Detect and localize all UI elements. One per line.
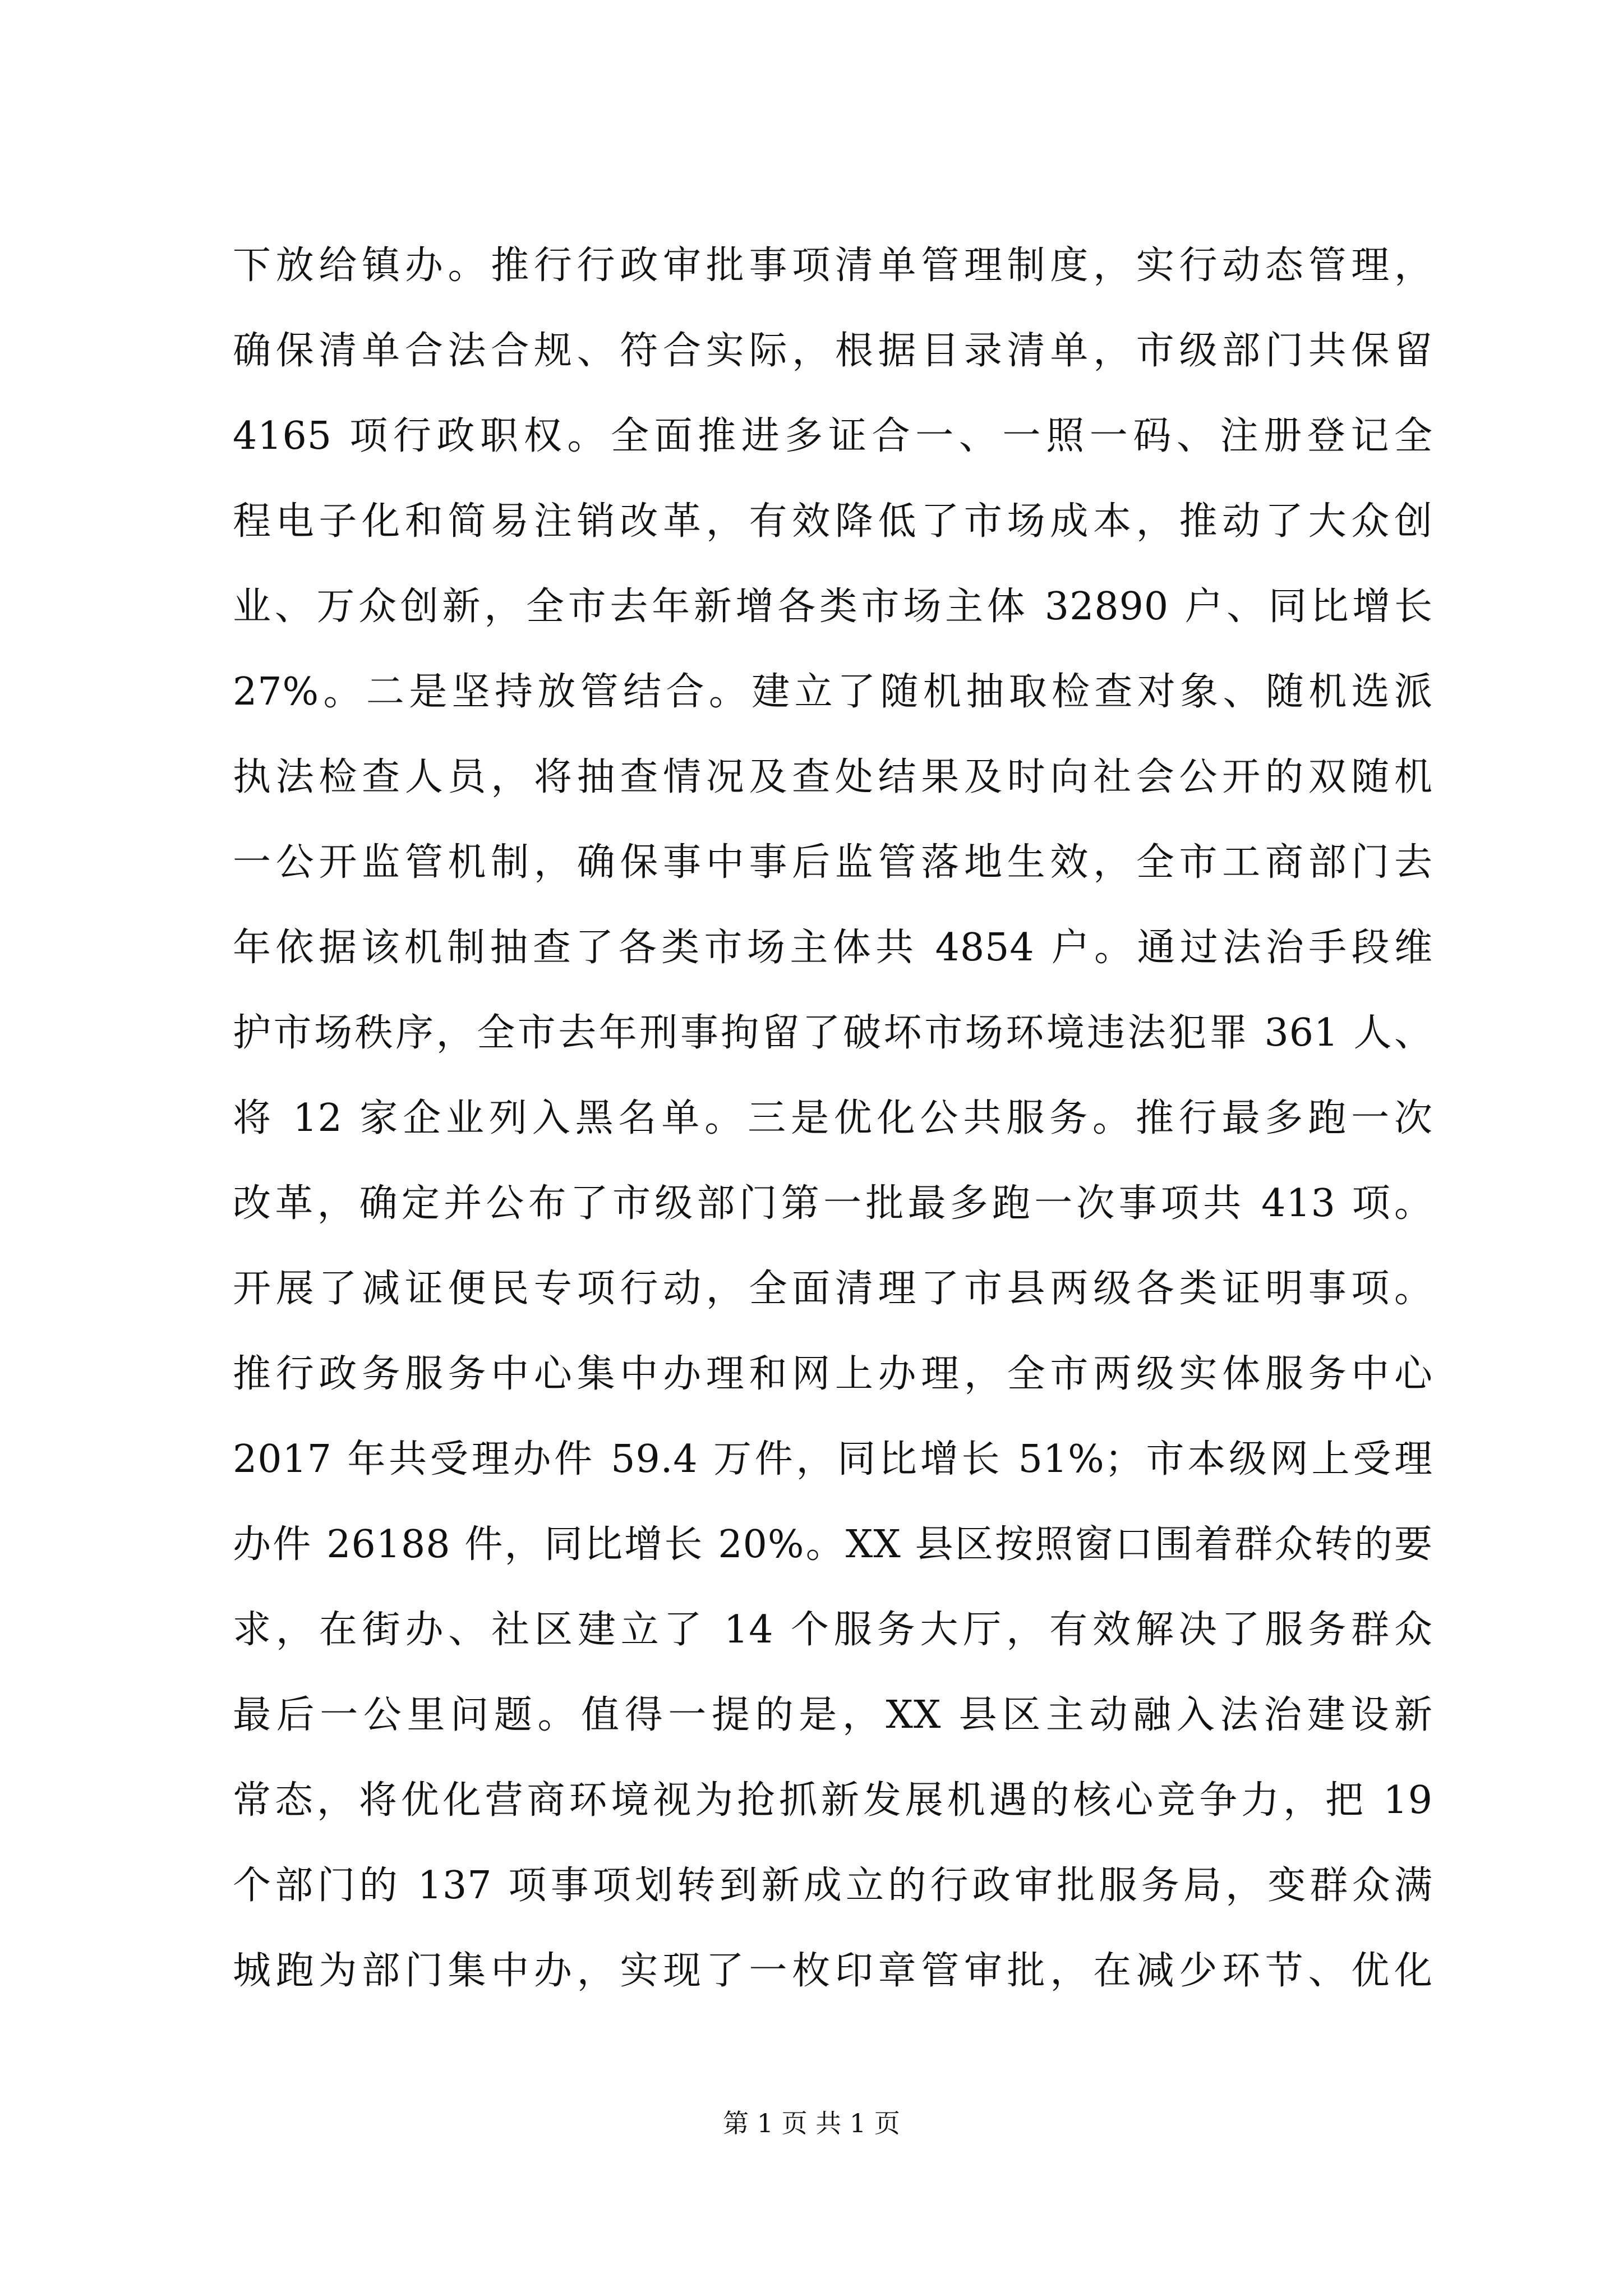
text-line: 开展了减证便民专项行动，全面清理了市县两级各类证明事项。 — [233, 1267, 1433, 1311]
text-line: 最后一公里问题。值得一提的是，XX 县区主动融入法治建设新 — [233, 1693, 1433, 1737]
text-line: 将 12 家企业列入黑名单。三是优化公共服务。推行最多跑一次 — [233, 1096, 1433, 1140]
text-line: 个部门的 137 项事项划转到新成立的行政审批服务局，变群众满 — [233, 1864, 1433, 1908]
text-line: 4165 项行政职权。全面推进多证合一、一照一码、注册登记全 — [233, 414, 1433, 458]
text-line: 年依据该机制抽查了各类市场主体共 4854 户。通过法治手段维 — [233, 926, 1433, 970]
text-line: 城跑为部门集中办，实现了一枚印章管审批，在减少环节、优化 — [233, 1949, 1433, 1993]
text-line: 程电子化和简易注销改革，有效降低了市场成本，推动了大众创 — [233, 499, 1433, 544]
text-line: 业、万众创新，全市去年新增各类市场主体 32890 户、同比增长 — [233, 585, 1433, 629]
text-line: 执法检查人员，将抽查情况及查处结果及时向社会公开的双随机 — [233, 755, 1433, 799]
body-text — [233, 223, 1433, 2014]
text-line: 一公开监管机制，确保事中事后监管落地生效，全市工商部门去 — [233, 840, 1433, 885]
text-line: 常态，将优化营商环境视为抢抓新发展机遇的核心竞争力，把 19 — [233, 1778, 1433, 1823]
text-line: 护市场秩序，全市去年刑事拘留了破坏市场环境违法犯罪 361 人、 — [233, 1011, 1433, 1055]
text-line: 求，在街办、社区建立了 14 个服务大厅，有效解决了服务群众 — [233, 1608, 1433, 1652]
text-line: 推行政务服务中心集中办理和网上办理，全市两级实体服务中心 — [233, 1352, 1433, 1396]
text-line: 办件 26188 件，同比增长 20%。XX 县区按照窗口围着群众转的要 — [233, 1522, 1433, 1567]
text-line: 确保清单合法合规、符合实际，根据目录清单，市级部门共保留 — [233, 329, 1433, 373]
page-footer: 第 1 页 共 1 页 — [723, 2108, 900, 2138]
text-line: 2017 年共受理办件 59.4 万件，同比增长 51%；市本级网上受理 — [233, 1437, 1433, 1481]
text-line: 27%。二是坚持放管结合。建立了随机抽取检查对象、随机选派 — [233, 670, 1433, 714]
text-line: 下放给镇办。推行行政审批事项清单管理制度，实行动态管理， — [233, 243, 1433, 288]
text-line: 改革，确定并公布了市级部门第一批最多跑一次事项共 413 项。 — [233, 1181, 1433, 1226]
